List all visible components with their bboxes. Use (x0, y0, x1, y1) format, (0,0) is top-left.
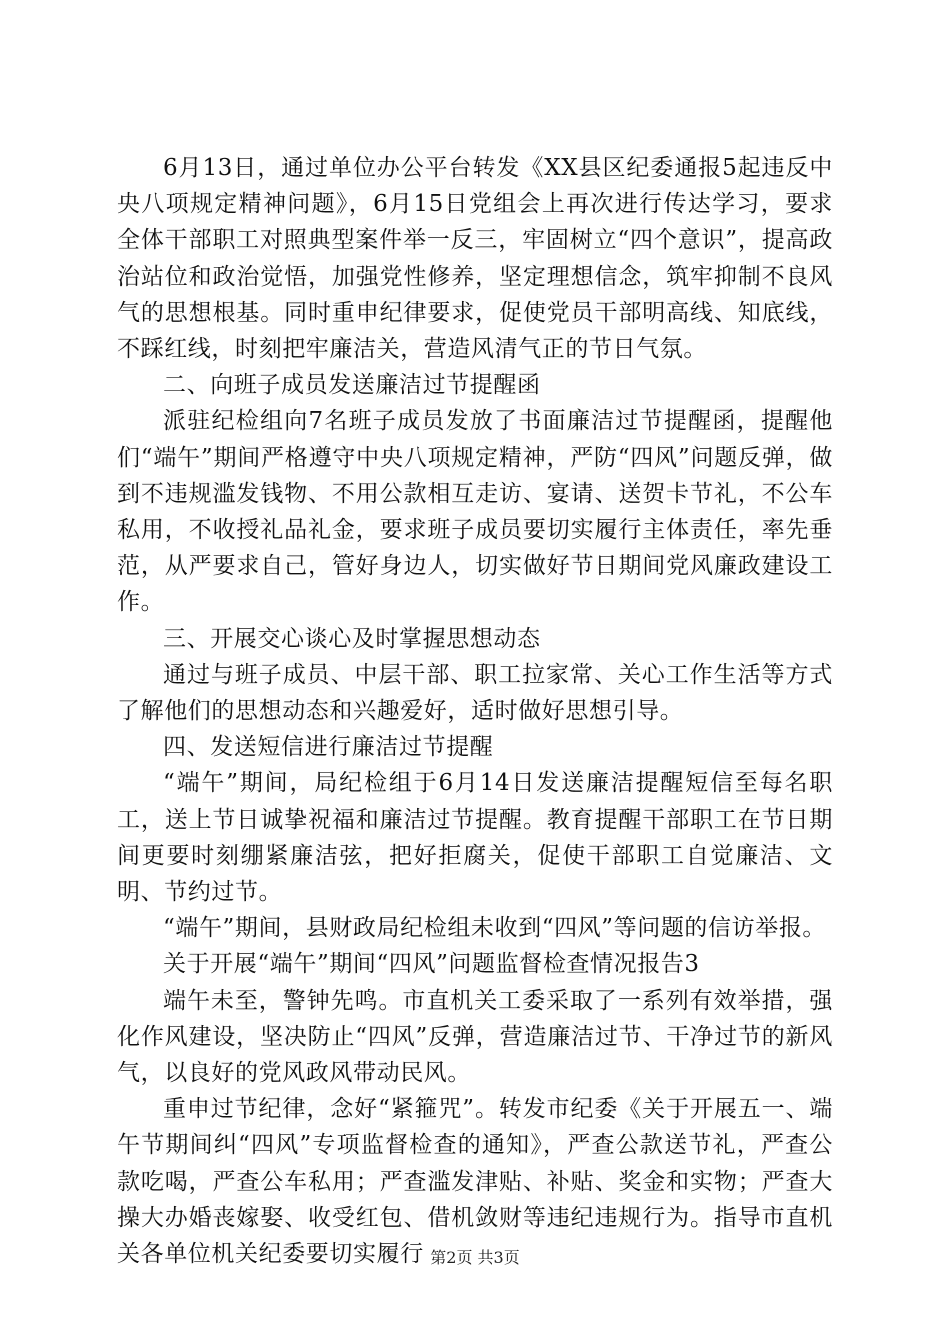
paragraph: 重申过节纪律，念好“紧箍咒”。转发市纪委《关于开展五一、端午节期间纠“四风”专项监督检查的通知》，严查公款送节礼，严查公款吃喝，严查公车私用；严查滥发津贴、补贴、奖金和实物；严查大操大办婚丧嫁娶、收受红包、借机敛财等违纪违规行为。指导市直机关各单位机关纪委要切实履行 (117, 1096, 833, 1268)
paragraph: 通过与班子成员、中层干部、职工拉家常、关心工作生活等方式了解他们的思想动态和兴趣爱好，适时做好思想引导。 (117, 661, 833, 725)
paragraph: 6月13日，通过单位办公平台转发《XX县区纪委通报5起违反中央八项规定精神问题》，6月15日党组会上再次进行传达学习，要求全体干部职工对照典型案件举一反三，牢固树立“四个意识”，提高政治站位和政治觉悟，加强党性修养，坚定理想信念，筑牢抑制不良风气的思想根基。同时重申纪律要求，促使党员干部明高线、知底线，不踩红线，时刻把牢廉洁关，营造风清气正的节日气氛。 (117, 155, 833, 363)
paragraph: 端午未至，警钟先鸣。市直机关工委采取了一系列有效举措，强化作风建设，坚决防止“四风”反弹，营造廉洁过节、干净过节的新风气，以良好的党风政风带动民风。 (117, 987, 833, 1087)
paragraph: “端午”期间，县财政局纪检组未收到“四风”等问题的信访举报。 (163, 915, 827, 942)
paragraph: “端午”期间，局纪检组于6月14日发送廉洁提醒短信至每名职工，送上节日诚挚祝福和廉洁过节提醒。教育提醒干部职工在节日期间更要时刻绷紧廉洁弦，把好拒腐关，促使干部职工自觉廉洁、文明、节约过节。 (117, 770, 833, 906)
section-heading: 二、向班子成员发送廉洁过节提醒函 (163, 372, 541, 399)
page-number-footer: 第2页 共3页 (430, 1248, 520, 1267)
section-heading: 三、开展交心谈心及时掌握思想动态 (163, 625, 541, 652)
section-heading: 四、发送短信进行廉洁过节提醒 (163, 734, 494, 761)
report-title: 关于开展“端午”期间“四风”问题监督检查情况报告3 (163, 951, 700, 978)
document-body (117, 150, 833, 1272)
paragraph: 派驻纪检组向7名班子成员发放了书面廉洁过节提醒函，提醒他们“端午”期间严格遵守中央八项规定精神，严防“四风”问题反弹，做到不违规滥发钱物、不用公款相互走访、宴请、送贺卡节礼，不公车私用，不收授礼品礼金，要求班子成员要切实履行主体责任，率先垂范，从严要求自己，管好身边人，切实做好节日期间党风廉政建设工作。 (117, 408, 833, 616)
